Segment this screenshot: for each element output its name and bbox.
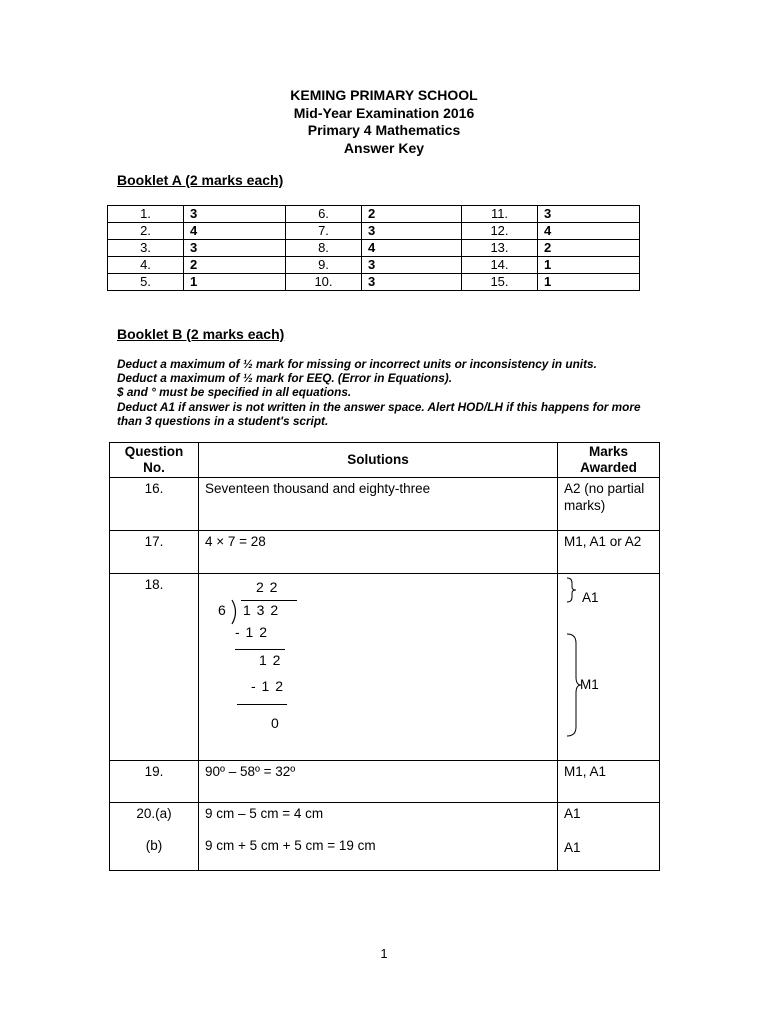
table-row xyxy=(110,531,660,574)
question-number: 14. xyxy=(462,257,538,274)
solution-text: 90º – 58º = 32º xyxy=(199,761,558,803)
table-row xyxy=(110,803,660,871)
working-line xyxy=(235,649,285,650)
quotient: 2 2 xyxy=(256,579,279,595)
solutions-header: Solutions xyxy=(199,443,558,478)
question-number: 5. xyxy=(108,274,184,291)
marking-instructions xyxy=(117,357,662,428)
question-number: 10. xyxy=(286,274,362,291)
marks-awarded xyxy=(558,574,660,761)
subtraction-1: - 1 2 xyxy=(235,624,269,640)
question-number: 13. xyxy=(462,240,538,257)
question-part-a: 20.(a) xyxy=(136,806,172,821)
subject-name: Primary 4 Mathematics xyxy=(307,122,461,138)
working-line xyxy=(237,704,287,705)
question-part-b: (b) xyxy=(145,838,163,853)
question-number xyxy=(110,803,199,871)
answer-value: 4 xyxy=(362,240,462,257)
mark-m1: M1 xyxy=(580,677,599,692)
marks-awarded: A2 (no partial marks) xyxy=(558,478,660,531)
answer-value: 2 xyxy=(184,257,286,274)
question-number: 3. xyxy=(108,240,184,257)
answer-value: 2 xyxy=(538,240,640,257)
answer-value: 1 xyxy=(538,274,640,291)
instruction-line: Deduct a maximum of ½ mark for missing or incorrect units or inconsistency in units. xyxy=(117,357,597,371)
question-number: 1. xyxy=(108,206,184,223)
long-division-working xyxy=(199,574,558,761)
question-number: 4. xyxy=(108,257,184,274)
division-bracket-icon xyxy=(230,599,240,625)
document-header xyxy=(0,87,768,157)
solution-part-b: 9 cm + 5 cm + 5 cm = 19 cm xyxy=(205,838,376,853)
booklet-a-answer-table xyxy=(107,205,640,291)
solution-text xyxy=(199,803,558,871)
answer-value: 2 xyxy=(362,206,462,223)
solution-text: 4 × 7 = 28 xyxy=(199,531,558,574)
answer-value: 3 xyxy=(538,206,640,223)
marks-header: Marks Awarded xyxy=(558,443,660,478)
answer-value: 3 xyxy=(184,240,286,257)
answer-value: 4 xyxy=(538,223,640,240)
answer-value: 3 xyxy=(362,223,462,240)
dividend: 1 3 2 xyxy=(243,602,280,618)
school-name: KEMING PRIMARY SCHOOL xyxy=(290,87,478,103)
question-number: 15. xyxy=(462,274,538,291)
table-row xyxy=(110,574,660,761)
answer-value: 1 xyxy=(538,257,640,274)
question-number: 19. xyxy=(110,761,199,803)
instruction-line: Deduct a maximum of ½ mark for EEQ. (Error in Equations). xyxy=(117,371,452,386)
question-number: 17. xyxy=(110,531,199,574)
booklet-a-title: Booklet A (2 marks each) xyxy=(117,172,284,188)
solution-part-a: 9 cm – 5 cm = 4 cm xyxy=(205,806,324,821)
question-number: 6. xyxy=(286,206,362,223)
marks-part-a: A1 xyxy=(564,806,581,821)
marks-awarded xyxy=(558,803,660,871)
instruction-line: Deduct A1 if answer is not written in the answer space. Alert HOD/LH if this happens for more than 3 questions in a student's script. xyxy=(117,399,641,428)
answer-row xyxy=(108,240,640,257)
solution-text: Seventeen thousand and eighty-three xyxy=(199,478,558,531)
instruction-line: $ and ° must be specified in all equations. xyxy=(117,385,352,400)
divisor: 6 xyxy=(218,602,227,618)
mark-a1: A1 xyxy=(582,590,599,605)
brace-icon xyxy=(564,577,580,603)
subtraction-2: - 1 2 xyxy=(251,678,285,694)
marks-awarded: M1, A1 xyxy=(558,761,660,803)
marks-part-b: A1 xyxy=(564,839,581,855)
document-type: Answer Key xyxy=(343,139,425,156)
question-number: 9. xyxy=(286,257,362,274)
question-no-header: Question No. xyxy=(110,443,199,478)
question-number: 8. xyxy=(286,240,362,257)
answer-value: 3 xyxy=(362,257,462,274)
question-number: 12. xyxy=(462,223,538,240)
table-row xyxy=(110,478,660,531)
answer-row xyxy=(108,206,640,223)
final-remainder: 0 xyxy=(271,715,280,731)
division-bar xyxy=(241,600,297,601)
answer-row xyxy=(108,274,640,291)
question-number: 2. xyxy=(108,223,184,240)
booklet-b-title: Booklet B (2 marks each) xyxy=(117,326,285,342)
answer-value: 3 xyxy=(362,274,462,291)
table-row xyxy=(110,761,660,803)
answer-value: 4 xyxy=(184,223,286,240)
question-number: 7. xyxy=(286,223,362,240)
answer-row xyxy=(108,257,640,274)
question-number: 11. xyxy=(462,206,538,223)
answer-value: 1 xyxy=(184,274,286,291)
table-header-row xyxy=(110,443,660,478)
answer-value: 3 xyxy=(184,206,286,223)
question-number: 18. xyxy=(110,574,199,761)
marks-awarded: M1, A1 or A2 xyxy=(558,531,660,574)
booklet-b-solutions-table xyxy=(109,442,660,871)
page-number: 1 xyxy=(380,946,388,961)
exam-name: Mid-Year Examination 2016 xyxy=(293,104,475,121)
answer-row xyxy=(108,223,640,240)
question-number: 16. xyxy=(110,478,199,531)
remainder-1: 1 2 xyxy=(259,652,282,668)
